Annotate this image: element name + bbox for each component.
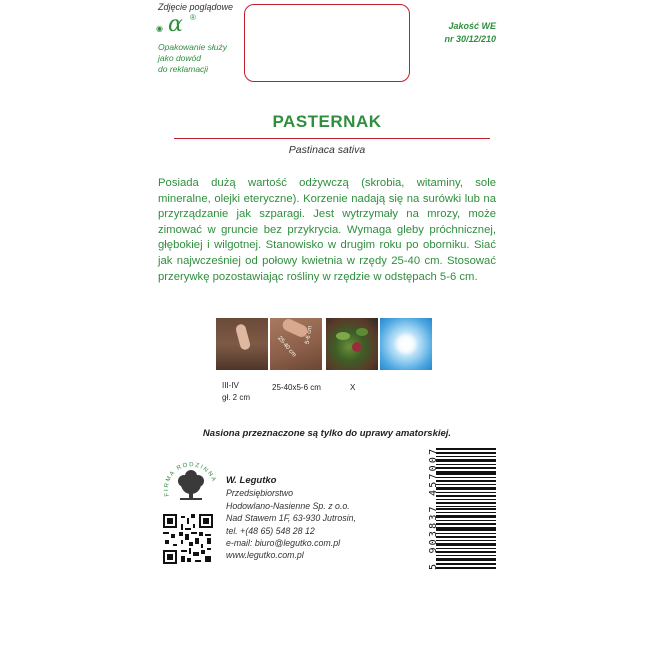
spacing-caption: 25-40x5-6 cm [272,383,321,392]
producer-website: www.legutko.com.pl [226,550,304,561]
spacing-label-rows: 25-40 cm [276,335,297,359]
complaint-line: do reklamacji [158,64,209,74]
quality-line: Jakość WE [448,21,496,31]
logo-mark-icon: ◉ [156,24,163,33]
barcode-digits: 5 903837 457007 [428,446,439,570]
producer-name: W. Legutko [226,475,277,486]
alpha-logo-icon: α [168,12,183,37]
producer-line: Hodowlano-Nasienne Sp. z o.o. [226,500,350,511]
harvest-icon [326,318,378,370]
latin-name: Pastinaca sativa [288,144,366,156]
complaint-line: Opakowanie służy [158,42,227,52]
spacing-label-plants: 5-6 cm [304,325,314,345]
complaint-note [158,42,227,75]
quality-line: nr 30/12/210 [444,34,496,44]
producer-info [226,475,356,562]
tree-seal-icon [160,454,222,512]
harvest-caption: X [350,383,356,392]
seal-text: FIRMA RODZINNA [163,462,217,497]
spacing-hand-icon [270,318,322,370]
producer-email: e-mail: biuro@legutko.com.pl [226,538,341,549]
quality-note [420,20,496,46]
sow-depth: gł. 2 cm [222,393,251,402]
sun-icon [380,318,432,370]
title-divider [174,138,490,139]
sowing-caption [222,380,250,404]
complaint-line: jako dowód [158,53,202,63]
amateur-notice: Nasiona przeznaczone są tylko do uprawy amatorskiej. [202,428,452,439]
sowing-hand-icon [216,318,268,370]
producer-line: Przedsiębiorstwo [226,488,293,499]
producer-address: Nad Stawem 1F, 63-930 Jutrosin, [226,513,356,524]
product-title: PASTERNAK [272,112,382,131]
qr-code-icon [163,514,213,564]
sow-months: III-IV [222,381,239,390]
registered-mark: ® [190,13,196,22]
product-description: Posiada dużą wartość odżywczą (skrobia, witaminy, sole mineralne, olejki eteryczne). Korzenie nadają się na surówki lub na przyrządzanie jak szparagi. Jest wytrzymały na mrozy, może zimować w gruncie bez przykrycia. Wymaga gleby próchnicznej, głębokiej i wilgotnej. Stanowisko w drugim roku po oborniku. Siać jak najwcześniej od połowy kwietnia w rzędy 25-40 cm. Stosować przerywkę pozostawiając rośliny w rzędzie w odstępach 5-6 cm. [158,177,496,283]
packet-window [244,4,410,82]
producer-phone: tel. +(48 65) 548 28 12 [226,525,315,536]
top-note: Zdjęcie poglądowe [158,2,234,12]
